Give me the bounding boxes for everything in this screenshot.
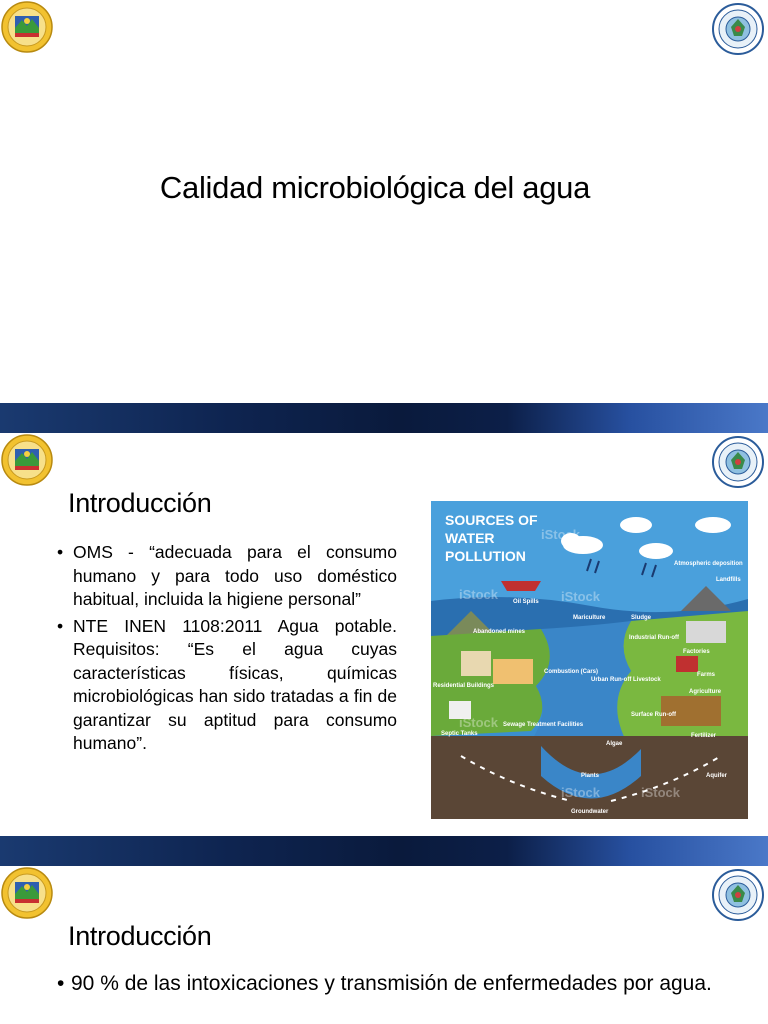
poster-watermark: iStock	[459, 715, 499, 730]
poster-label: Sewage Treatment Facilities	[503, 722, 584, 728]
university-seal-left-icon	[0, 0, 54, 54]
poster-watermark: iStock	[641, 785, 681, 800]
poster-watermark: iStock	[459, 587, 499, 602]
university-seal-left-icon	[0, 433, 54, 487]
slide-divider-band	[0, 403, 768, 433]
poster-label: Plants	[581, 773, 600, 779]
poster-label: Sludge	[631, 615, 652, 621]
poster-label: Residential Buildings	[433, 683, 495, 689]
section-heading: Introducción	[68, 921, 212, 951]
poster-label: Farms	[697, 672, 716, 678]
bullet-item: • OMS - “adecuada para el consumo humano y para todo uso doméstico habitual, incluida la higiene personal”	[57, 541, 397, 612]
poster-label: Groundwater	[571, 809, 609, 815]
poster-label: Combustion (Cars)	[544, 669, 598, 675]
poster-label: Mariculture	[573, 615, 606, 621]
faculty-seal-right-icon	[711, 868, 765, 922]
poster-label: Fertilizer	[691, 733, 717, 739]
bullet-item: • 90 % de las intoxicaciones y transmisión de enfermedades por agua.	[57, 971, 737, 997]
poster-title-line: WATER	[445, 530, 495, 546]
poster-label: Factories	[683, 649, 710, 655]
faculty-seal-right-icon	[711, 2, 765, 56]
poster-title-line: SOURCES OF	[445, 512, 538, 528]
university-seal-left-icon	[0, 866, 54, 920]
poster-title-line: POLLUTION	[445, 548, 526, 564]
slide-divider-band	[0, 836, 768, 866]
slide-introduction	[0, 433, 768, 836]
poster-label: Agriculture	[689, 689, 722, 695]
poster-label: Abandoned mines	[473, 629, 526, 635]
faculty-seal-right-icon	[711, 435, 765, 489]
poster-watermark: iStock	[541, 527, 581, 542]
bullet-item: • NTE INEN 1108:2011 Agua potable. Requisitos: “Es el agua cuyas características físicas, químicas microbiológicas han sido tratadas a fin de garantizar su aptitud para consumo humano”.	[57, 615, 397, 756]
poster-label: Aquifer	[706, 773, 727, 779]
bullet-list	[57, 541, 397, 759]
poster-label: Livestock	[633, 677, 661, 683]
section-heading: Introducción	[68, 488, 212, 518]
slide-title	[0, 0, 768, 403]
poster-label: Septic Tanks	[441, 731, 478, 737]
poster-label: Atmospheric deposition	[674, 561, 743, 567]
poster-watermark: iStock	[561, 589, 601, 604]
bullet-list	[57, 971, 737, 1000]
water-pollution-infographic	[431, 501, 748, 819]
poster-label: Landfills	[716, 577, 741, 583]
poster-label: Oil Spills	[513, 599, 539, 605]
poster-label: Industrial Run-off	[629, 635, 679, 641]
poster-watermark: iStock	[561, 785, 601, 800]
slide-title-text: Calidad microbiológica del agua	[159, 170, 591, 205]
poster-label: Urban Run-off	[591, 677, 632, 683]
poster-label: Algae	[606, 741, 623, 747]
poster-label: Surface Run-off	[631, 712, 676, 718]
slide-introduction-2	[0, 866, 768, 1024]
